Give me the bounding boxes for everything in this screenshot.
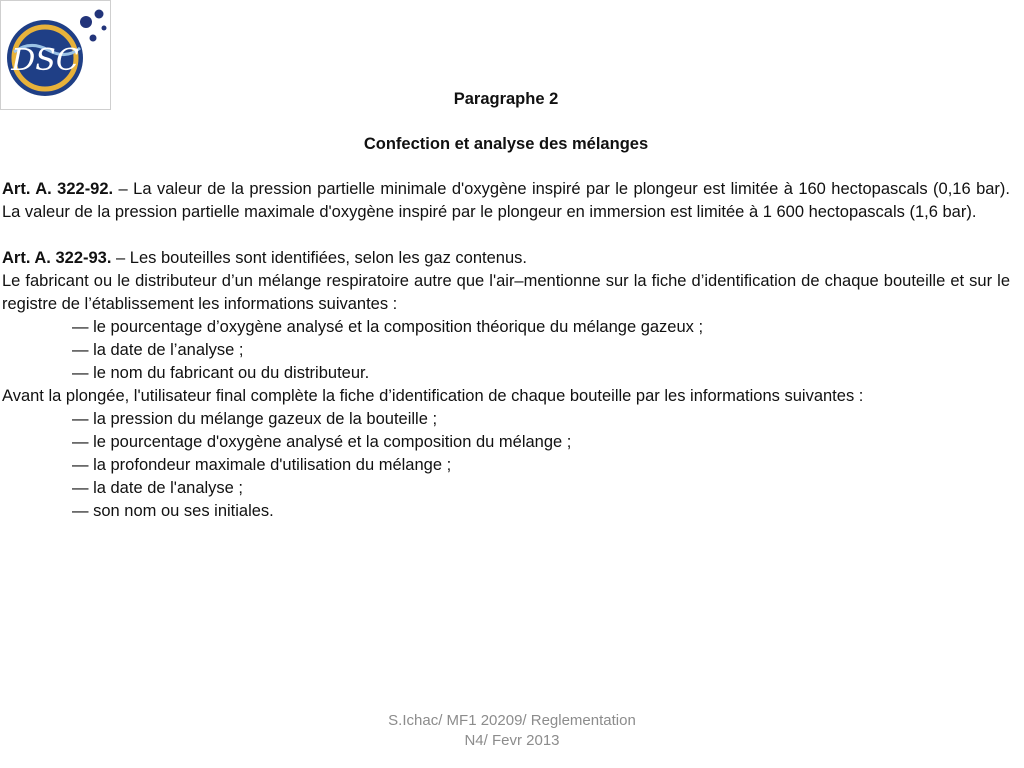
list-item: — la date de l'analyse ; bbox=[72, 479, 244, 497]
article-text: – La valeur de la pression partielle minimale d'oxygène inspiré par le plongeur est limitée à 160 hectopascals (0,16 bar). La valeur de la pression partielle maximale d'oxygène inspiré par le plongeur en immersion est limitée à 1 600 hectopascals (1,6 bar). bbox=[2, 180, 1010, 221]
article-ref: Art. A. 322-93. bbox=[2, 249, 112, 267]
intro-paragraph: Le fabricant ou le distributeur d’un mélange respiratoire autre que l'air–mentionne sur la fiche d’identification de chaque bouteille et sur le registre de l’établissement les informations suivantes : bbox=[2, 272, 1010, 313]
regulation-text bbox=[2, 88, 1010, 523]
footer-line: N4/ Fevr 2013 bbox=[464, 732, 560, 749]
heading: Paragraphe 2 bbox=[453, 90, 559, 108]
logo-text: DSC bbox=[11, 43, 79, 78]
subheading: Confection et analyse des mélanges bbox=[363, 135, 649, 153]
intro-paragraph: Avant la plongée, l'utilisateur final complète la fiche d’identification de chaque bouteille par les informations suivantes : bbox=[2, 387, 864, 405]
article-322-93 bbox=[2, 247, 1010, 270]
list-item: — la pression du mélange gazeux de la bouteille ; bbox=[72, 410, 438, 428]
list-item: — la date de l’analyse ; bbox=[72, 341, 244, 359]
list-item: — la profondeur maximale d'utilisation du mélange ; bbox=[72, 456, 452, 474]
list-item: — son nom ou ses initiales. bbox=[72, 502, 274, 520]
slide-footer bbox=[0, 711, 1024, 751]
list-item: — le nom du fabricant ou du distributeur. bbox=[72, 364, 370, 382]
list-item: — le pourcentage d’oxygène analysé et la composition théorique du mélange gazeux ; bbox=[72, 318, 704, 336]
article-text: – Les bouteilles sont identifiées, selon les gaz contenus. bbox=[111, 249, 527, 267]
article-322-92 bbox=[2, 178, 1010, 224]
article-ref: Art. A. 322-92. bbox=[2, 180, 114, 198]
list-item: — le pourcentage d'oxygène analysé et la composition du mélange ; bbox=[72, 433, 572, 451]
footer-line: S.Ichac/ MF1 20209/ Reglementation bbox=[388, 712, 636, 729]
